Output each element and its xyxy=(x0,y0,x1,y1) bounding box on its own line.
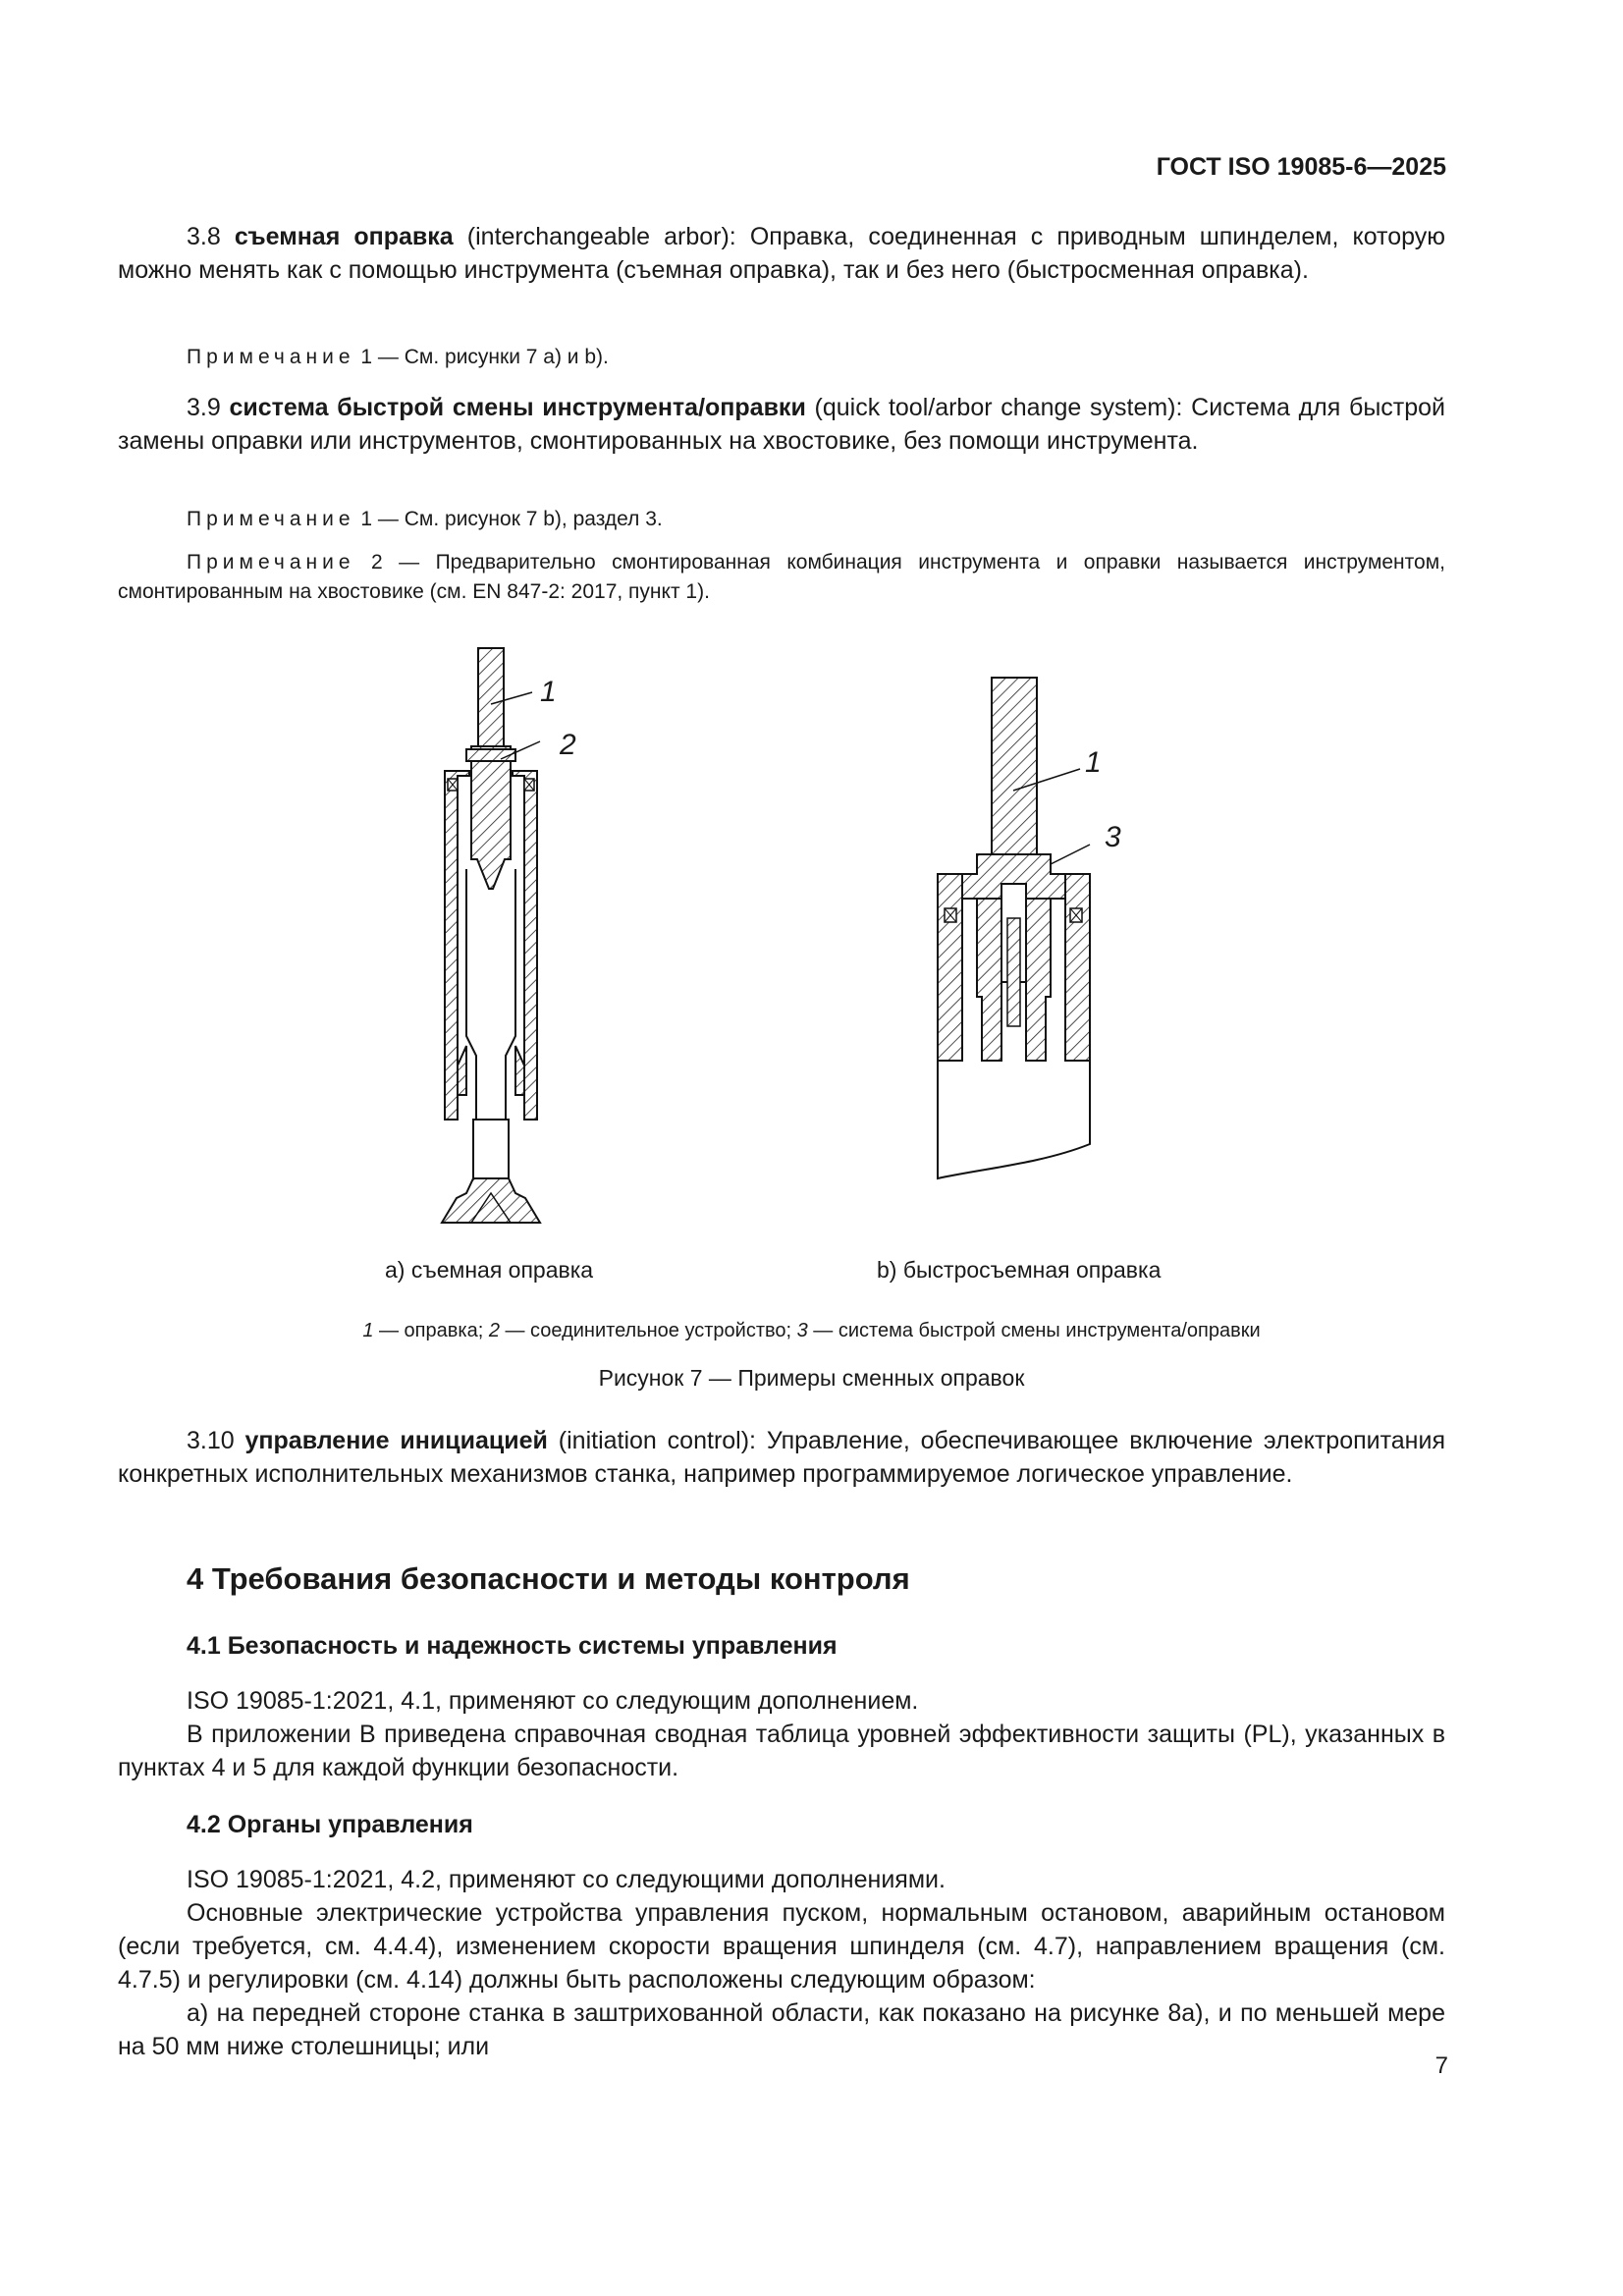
figure-b-callout-1: 1 xyxy=(1085,746,1102,779)
figure-legend: 1 — оправка; 2 — соединительное устройство; 3 — система быстрой смены инструмента/оправки xyxy=(362,1320,1261,1341)
section-4-1-heading: 4.1 Безопасность и надежность системы управления xyxy=(187,1632,838,1660)
figure-a-caption: a) съемная оправка xyxy=(385,1257,594,1283)
section-3-9: 3.9 система быстрой смены инструмента/оправки (quick tool/arbor change system): Система для быстрой замены оправки или инструментов, смонтированных на хвостовике, без помощи инструмента. xyxy=(118,394,1446,455)
term: управление инициацией xyxy=(244,1427,548,1454)
section-3-8 xyxy=(118,220,1445,287)
term: съемная оправка xyxy=(234,223,454,250)
section-4-2-body: ISO 19085-1:2021, 4.2, применяют со следующими дополнениями. Основные электрические устройства управления пуском, нормальным остановом, аварийным остановом (если требуется, см. 4.4.4), изменением скорости вращения шпинделя (см. 4.7), направлением вращения (см. 4.7.5) и регулировки (см. 4.14) должны быть расположены следующим образом: a) на передней стороне станка в заштрихованной области, как показано на рисунке 8а), и по меньшей мере на 50 мм ниже столешницы; или xyxy=(118,1866,1445,2060)
figure-b-callout-3: 3 xyxy=(1105,821,1121,853)
figure-a-interchangeable-arbor-drawing xyxy=(422,643,579,1232)
note-3-9-1: Примечание 1 — См. рисунок 7 b), раздел 3. xyxy=(187,508,663,530)
figure-b-caption: b) быстросъемная оправка xyxy=(877,1257,1162,1283)
note-3-8: Примечание 1 — См. рисунки 7 a) и b). xyxy=(187,346,609,368)
section-4-heading: 4 Требования безопасности и методы контроля xyxy=(187,1561,910,1596)
page-number: 7 xyxy=(1434,2052,1448,2079)
section-4-2-heading: 4.2 Органы управления xyxy=(187,1811,473,1838)
figure-a-callout-2: 2 xyxy=(560,729,576,761)
note-3-9-2: Примечание 2 — Предварительно смонтированная комбинация инструмента и оправки называется инструментом, смонтированным на хвостовике (см. EN 847-2: 2017, пункт 1). xyxy=(118,551,1445,603)
section-3-10: 3.10 управление инициацией (initiation control): Управление, обеспечивающее включение электропитания конкретных исполнительных механизмов станка, например программируемое логическое управление. xyxy=(118,1427,1445,1488)
section-4-1-body: ISO 19085-1:2021, 4.1, применяют со следующим дополнением. В приложении B приведена справочная сводная таблица уровней эффективности защиты (PL), указанных в пунктах 4 и 5 для каждой функции безопасности. xyxy=(118,1687,1445,1781)
figure-a-callout-1: 1 xyxy=(540,676,557,708)
figure-b-quick-change-arbor-drawing xyxy=(923,673,1100,1193)
term: система быстрой смены инструмента/оправки xyxy=(229,394,806,421)
definition-paragraph: 3.8 съемная оправка (interchangeable arbor): Оправка, соединенная с приводным шпинделем, которую можно менять как с помощью инструмента (съемная оправка), так и без него (быстросменная оправка). xyxy=(118,223,1445,284)
document-header: ГОСТ ISO 19085-6—2025 xyxy=(1156,153,1446,181)
figure-title: Рисунок 7 — Примеры сменных оправок xyxy=(598,1365,1025,1391)
